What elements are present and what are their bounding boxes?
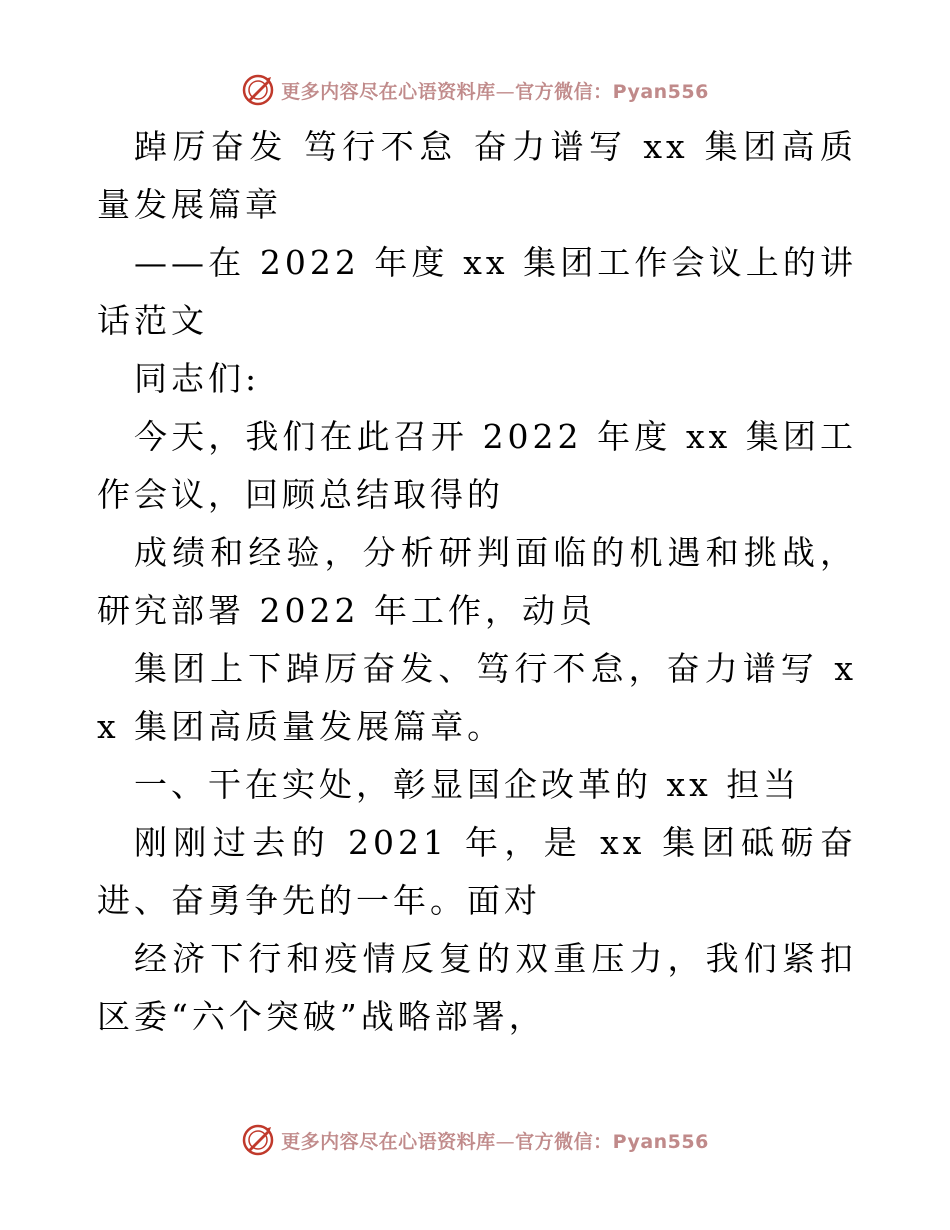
document-body xyxy=(97,118,857,1046)
header-watermark-banner xyxy=(0,70,950,110)
body-paragraph: 刚刚过去的 2021 年，是 xx 集团砥砺奋进、奋勇争先的一年。面对 xyxy=(97,823,857,920)
salutation: 同志们: xyxy=(134,359,261,398)
quill-logo-icon xyxy=(241,1123,275,1157)
footer-watermark-banner xyxy=(0,1120,950,1160)
banner-contact: 官方微信：Pyan556 xyxy=(515,1130,709,1153)
document-title: 踔厉奋发 笃行不怠 奋力谱写 xx 集团高质量发展篇章 xyxy=(97,127,857,224)
section-heading: 一、干在实处，彰显国企改革的 xx 担当 xyxy=(134,765,801,804)
banner-text: 更多内容尽在心语资料库 xyxy=(281,1130,496,1153)
body-paragraph: 经济下行和疫情反复的双重压力，我们紧扣区委“六个突破”战略部署， xyxy=(97,939,857,1036)
body-paragraph: 今天，我们在此召开 2022 年度 xx 集团工作会议，回顾总结取得的 xyxy=(97,417,857,514)
banner-contact: 官方微信：Pyan556 xyxy=(515,80,709,103)
banner-separator: — xyxy=(495,1130,516,1153)
banner-text: 更多内容尽在心语资料库 xyxy=(281,80,496,103)
body-paragraph: 成绩和经验，分析研判面临的机遇和挑战，研究部署 2022 年工作，动员 xyxy=(97,533,857,630)
document-subtitle: ——在 2022 年度 xx 集团工作会议上的讲话范文 xyxy=(97,243,857,340)
banner-separator: — xyxy=(495,80,516,103)
body-paragraph: 集团上下踔厉奋发、笃行不怠，奋力谱写 xx 集团高质量发展篇章。 xyxy=(97,649,857,746)
quill-logo-icon xyxy=(241,73,275,107)
